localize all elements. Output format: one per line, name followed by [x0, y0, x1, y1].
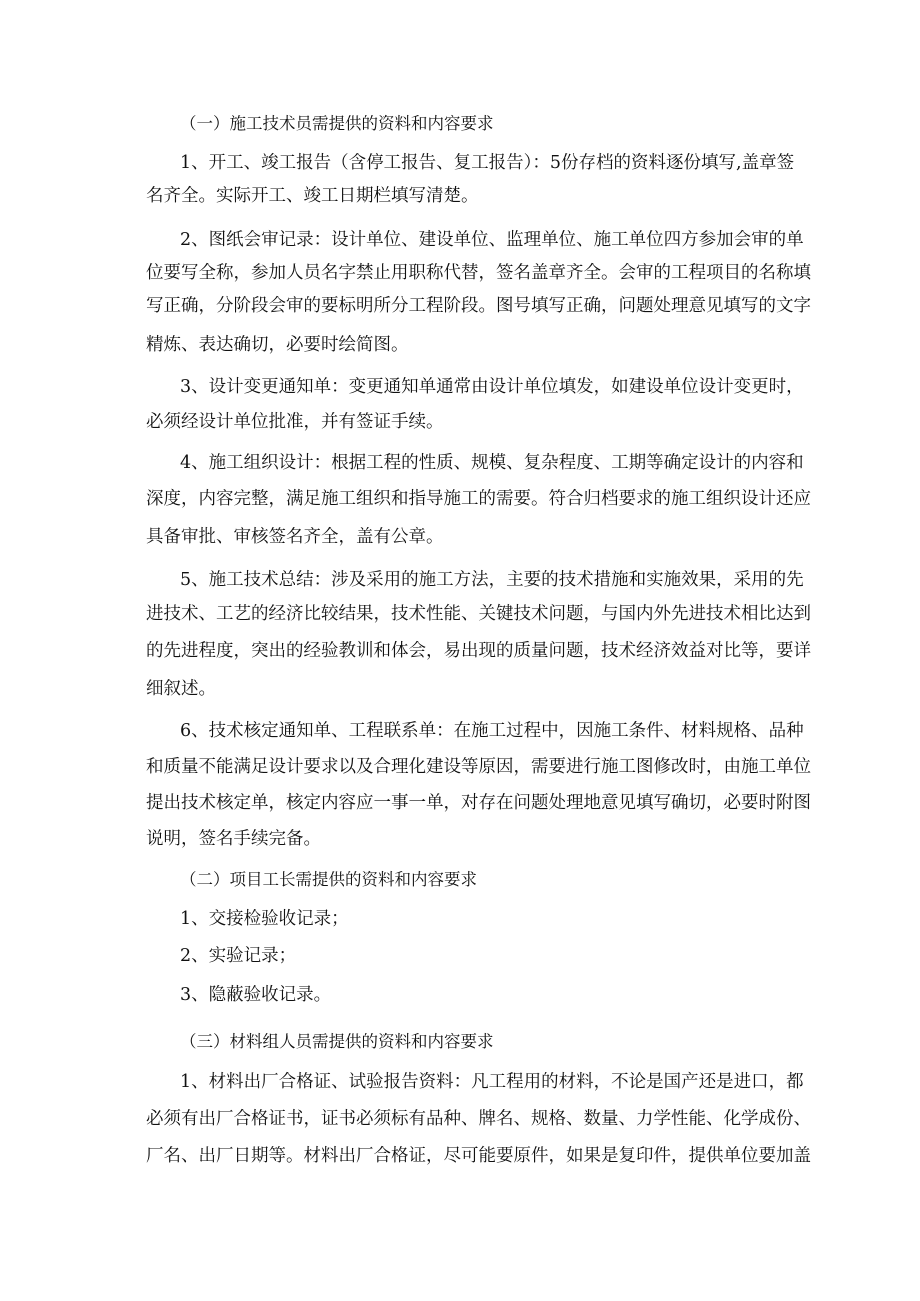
paragraph-line: 1、材料出厂合格证、试验报告资料：凡工程用的材料，不论是国产还是进口，都 — [180, 1072, 804, 1092]
paragraph-line: 必须有出厂合格证书，证书必须标有品种、牌名、规格、数量、力学性能、化学成份、 — [146, 1109, 811, 1129]
paragraph-line: 6、技术核定通知单、工程联系单：在施工过程中，因施工条件、材料规格、品种 — [180, 721, 804, 741]
paragraph-line: 写正确，分阶段会审的要标明所分工程阶段。图号填写正确，问题处理意见填写的文字 — [146, 296, 811, 316]
paragraph-line: 3、设计变更通知单：变更通知单通常由设计单位填发，如建设单位设计变更时， — [180, 377, 804, 397]
paragraph-line: 细叙述。 — [146, 679, 216, 699]
paragraph-line: 精炼、表达确切，必要时绘简图。 — [146, 335, 409, 355]
list-item: 3、隐蔽验收记录。 — [180, 985, 332, 1005]
section-heading-1: （一）施工技术员需提供的资料和内容要求 — [180, 114, 494, 133]
paragraph-line: 深度，内容完整，满足施工组织和指导施工的需要。符合归档要求的施工组织设计还应 — [146, 489, 811, 509]
section-heading-3: （三）材料组人员需提供的资料和内容要求 — [180, 1032, 494, 1051]
paragraph-line: 位要写全称，参加人员名字禁止用职称代替，签名盖章齐全。会审的工程项目的名称填 — [146, 263, 811, 283]
paragraph-line: 进技术、工艺的经济比较结果，技术性能、关键技术问题，与国内外先进技术相比达到 — [146, 604, 811, 624]
paragraph-line: 说明，签名手续完备。 — [146, 829, 321, 849]
paragraph-line: 2、图纸会审记录：设计单位、建设单位、监理单位、施工单位四方参加会审的单 — [180, 230, 804, 250]
paragraph-line: 和质量不能满足设计要求以及合理化建设等原因，需要进行施工图修改时，由施工单位 — [146, 757, 811, 777]
paragraph-line: 厂名、出厂日期等。材料出厂合格证，尽可能要原件，如果是复印件，提供单位要加盖 — [146, 1146, 811, 1166]
paragraph-line: 4、施工组织设计：根据工程的性质、规模、复杂程度、工期等确定设计的内容和 — [180, 453, 804, 473]
paragraph-line: 1、开工、竣工报告（含停工报告、复工报告）：5份存档的资料逐份填写,盖章签 — [180, 153, 795, 173]
paragraph-line: 的先进程度，突出的经验教训和体会，易出现的质量问题，技术经济效益对比等，要详 — [146, 641, 811, 661]
section-heading-2: （二）项目工长需提供的资料和内容要求 — [180, 870, 477, 889]
paragraph-line: 提出技术核定单，核定内容应一事一单，对存在问题处理地意见填写确切，必要时附图 — [146, 793, 811, 813]
paragraph-line: 5、施工技术总结：涉及采用的施工方法，主要的技术措施和实施效果，采用的先 — [180, 570, 804, 590]
paragraph-line: 必须经设计单位批准，并有签证手续。 — [146, 412, 444, 432]
list-item: 2、实验记录； — [180, 946, 297, 966]
list-item: 1、交接检验收记录； — [180, 909, 349, 929]
paragraph-line: 名齐全。实际开工、竣工日期栏填写清楚。 — [146, 186, 479, 206]
paragraph-line: 具备审批、审核签名齐全，盖有公章。 — [146, 527, 444, 547]
